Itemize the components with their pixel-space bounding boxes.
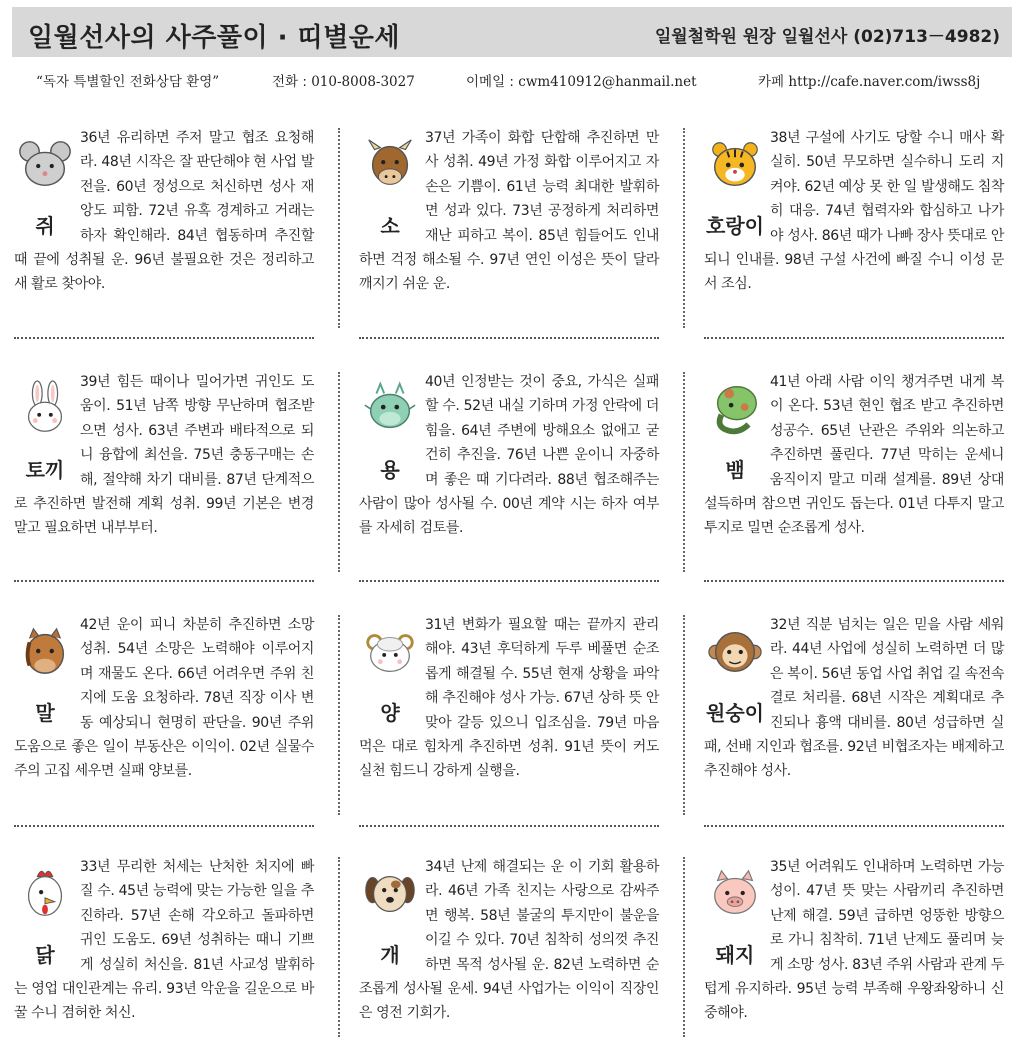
dog-icon — [361, 865, 419, 923]
cafe-info — [758, 70, 980, 90]
zodiac-cell-rat — [14, 126, 314, 297]
pig-icon — [706, 865, 764, 923]
zodiac-cell-rooster — [14, 855, 314, 1026]
cafe-link[interactable]: http://cafe.naver.com/iwss8j — [788, 74, 981, 90]
page-title: 일월선사의 사주풀이 · 띠별운세 — [28, 23, 401, 53]
column-divider — [338, 857, 340, 1037]
horse-icon — [16, 623, 74, 681]
row-divider — [359, 337, 659, 339]
fortune-text: 39년 힘든 때이나 밀어가면 귀인도 도움이. 51년 남쪽 방향 무난하며 협조받으면 성사. 63년 주변과 배타적으로 되니 융합에 최선을. 75년 충동구매는 손해, 절약해 차기 대비를. 87년 단계적으로 추진하면 발전해 계획 성취. 99년 기본은 변경 말고 필요하면 내부부터. — [14, 374, 314, 537]
column-divider — [683, 615, 685, 815]
column-divider — [338, 615, 340, 815]
header-bar — [12, 7, 1012, 57]
zodiac-cell-monkey — [704, 613, 1004, 784]
ox-icon — [361, 136, 419, 194]
row-divider — [14, 337, 314, 339]
header-contact-info: 일월철학원 원장 일월선사 (02)713－4982) — [654, 27, 1000, 47]
animal-name: 돼지 — [715, 943, 755, 967]
phone-info — [272, 70, 415, 90]
zodiac-cell-tiger — [704, 126, 1004, 297]
row-divider — [704, 825, 1004, 827]
column-divider — [683, 372, 685, 572]
animal-name: 원숭이 — [706, 701, 764, 725]
fortune-text: 34년 난제 해결되는 운 이 기회 활용하라. 46년 가족 친지는 사랑으로 감싸주면 행복. 58년 불굴의 투지만이 불운을 이길 수 있다. 70년 침착히 성의껏 추진하면 목적 성사될 운. 82년 노력하면 순조롭게 성사될 운세. 94년 사업가는 이익이 직장인은 영전 기회가. — [359, 859, 659, 1022]
row-divider — [704, 580, 1004, 582]
fortune-text: 35년 어려워도 인내하며 노력하면 가능성이. 47년 뜻 맞는 사람끼리 추진하면 난제 해결. 59년 급하면 엉뚱한 방향으로 가니 침착히. 71년 난제도 풀리며 늦게 소망 성사. 83년 주위 사람과 관계 두텁게 유지하라. 95년 능력 부족해 우왕좌왕하니 신중해야. — [704, 859, 1004, 1022]
column-divider — [683, 857, 685, 1037]
snake-icon — [706, 380, 764, 438]
tiger-icon — [706, 136, 764, 194]
fortune-text: 37년 가족이 화합 단합해 추진하면 만사 성취. 49년 가정 화합 이루어지고 자손은 기쁨이. 61년 능력 최대한 발휘하면 성과 있다. 73년 공정하게 처리하면 재난 피하고 복이. 85년 힘들어도 인내하면 걱정 해소될 수. 97년 연인 이성은 뜻이 달라 깨지기 쉬운 운. — [359, 130, 659, 293]
rat-icon — [16, 136, 74, 194]
email-label: 이메일 : — [466, 74, 514, 90]
zodiac-cell-pig — [704, 855, 1004, 1026]
animal-name: 토끼 — [25, 458, 65, 482]
zodiac-cell-ox — [359, 126, 659, 297]
fortune-text: 40년 인정받는 것이 중요, 가식은 실패할 수. 52년 내실 기하며 가정 안락에 더 힘을. 64년 주변에 방해요소 없애고 굳건히 추진을. 76년 나쁜 운이니 자중하며 좋은 때 기다려라. 88년 협조해주는 사람이 많아 성사될 수. 00년 계약 시는 하자 여부를 자세히 검토를. — [359, 374, 659, 537]
dragon-icon — [361, 380, 419, 438]
fortune-text: 33년 무리한 처세는 난처한 처지에 빠질 수. 45년 능력에 맞는 가능한 일을 추진하라. 57년 손해 각오하고 돌파하면 귀인 도움도. 69년 성취하는 때니 기쁘게 성실히 처신을. 81년 사교성 발휘하는 영업 대인관계는 유리. 93년 악운을 길운으로 바꿀 수니 겸허한 처신. — [14, 859, 314, 1022]
promo-text: “독자 특별할인 전화상담 환영” — [36, 74, 220, 90]
animal-name: 뱀 — [725, 458, 745, 482]
column-divider — [338, 128, 340, 328]
fortune-text: 36년 유리하면 주저 말고 협조 요청해라. 48년 시작은 잘 판단해야 현 사업 발전을. 60년 정성으로 처신하면 성사 재앙도 피함. 72년 유혹 경계하고 거래는 하자 확인해라. 84년 협동하며 추진할 때 끝에 성취될 운. 96년 불필요한 것은 정리하고 새 활로 찾아야. — [14, 130, 314, 293]
animal-name: 쥐 — [35, 214, 55, 238]
animal-name: 용 — [380, 458, 400, 482]
fortune-text: 32년 직분 넘치는 일은 믿을 사람 세워라. 44년 사업에 성실히 노력하면 더 많은 복이. 56년 동업 사업 취업 길 속전속결로 처리를. 68년 시작은 계획대로 추진되나 흉액 대비를. 80년 성급하면 실패, 선배 지인과 협조를. 92년 비협조자는 배제하고 추진해야 성사. — [704, 617, 1004, 780]
monkey-icon — [706, 623, 764, 681]
row-divider — [14, 580, 314, 582]
sheep-icon — [361, 623, 419, 681]
zodiac-cell-dragon — [359, 370, 659, 541]
zodiac-cell-horse — [14, 613, 314, 784]
phone-label: 전화 : — [272, 74, 307, 90]
zodiac-cell-rabbit — [14, 370, 314, 541]
phone-number: 010-8008-3027 — [311, 74, 415, 90]
animal-name: 말 — [35, 701, 55, 725]
animal-name: 개 — [380, 943, 400, 967]
cafe-label: 카페 — [758, 74, 785, 90]
rooster-icon — [16, 865, 74, 923]
row-divider — [359, 580, 659, 582]
animal-name: 양 — [380, 701, 400, 725]
fortune-text: 41년 아래 사람 이익 챙겨주면 내게 복이 온다. 53년 현인 협조 받고 추진하면 성공수. 65년 난관은 주위와 의논하고 추진하면 풀린다. 77년 막히는 운세니 움직이지 말고 미래 설계를. 89년 상대 설득하며 참으면 귀인도 돕는다. 01년 다투지 말고 투지로 밀면 순조롭게 성사. — [704, 374, 1004, 537]
row-divider — [14, 825, 314, 827]
zodiac-cell-dog — [359, 855, 659, 1026]
zodiac-cell-sheep — [359, 613, 659, 784]
rabbit-icon — [16, 380, 74, 438]
animal-name: 호랑이 — [706, 214, 764, 238]
zodiac-cell-snake — [704, 370, 1004, 541]
column-divider — [683, 128, 685, 328]
row-divider — [359, 825, 659, 827]
fortune-text: 31년 변화가 필요할 때는 끝까지 관리해야. 43년 후덕하게 두루 베풀면 순조롭게 해결될 수. 55년 현재 상황을 파악해 추진해야 성사 가능. 67년 상하 뜻 안 맞아 갈등 있으니 입조심을. 79년 마음먹은 대로 힘차게 추진하면 성취. 91년 뜻이 커도 실천 힘드니 강하게 실행을. — [359, 617, 659, 780]
fortune-text: 42년 운이 피니 차분히 추진하면 소망 성취. 54년 소망은 노력해야 이루어지며 재물도 온다. 66년 어려우면 주위 친지에 도움 요청하라. 78년 직장 이사 변동 예상되니 현명히 판단을. 90년 주위도움으로 좋은 일이 부동산은 이익이. 02년 실물수 주의 고집 세우면 실패 양보를. — [14, 617, 314, 780]
animal-name: 소 — [380, 214, 400, 238]
email-info — [466, 70, 697, 90]
fortune-text: 38년 구설에 사기도 당할 수니 매사 확실히. 50년 무모하면 실수하니 도리 지켜야. 62년 예상 못 한 일 발생해도 침착히 대응. 74년 협력자와 합심하고 나가야 성사. 86년 때가 나빠 장사 뜻대로 안 되니 인내를. 98년 구설 사건에 빠질 수니 이성 문서 조심. — [704, 130, 1004, 293]
email-address[interactable]: cwm410912@hanmail.net — [518, 74, 697, 90]
animal-name: 닭 — [35, 943, 55, 967]
column-divider — [338, 372, 340, 572]
row-divider — [704, 337, 1004, 339]
